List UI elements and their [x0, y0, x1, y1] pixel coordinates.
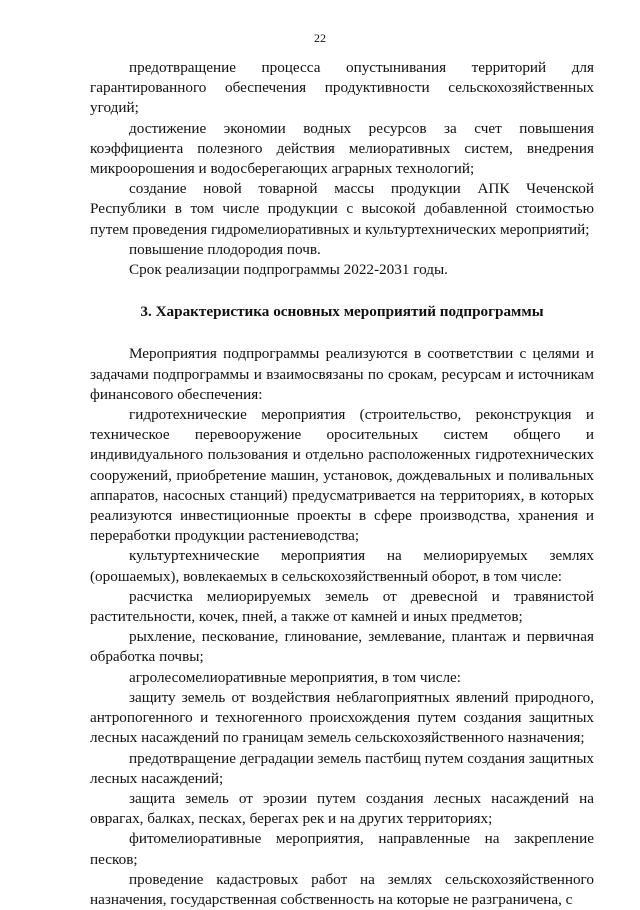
paragraph: предотвращение деградации земель пастбищ путем создания защитных лесных насаждений;: [90, 749, 594, 787]
paragraph: фитомелиоративные мероприятия, направленные на закрепление песков;: [90, 830, 594, 868]
paragraph: расчистка мелиорируемых земель от древесной и травянистой растительности, кочек, пней, а также от камней и иных предметов;: [90, 587, 594, 626]
paragraph: защиту земель от воздействия неблагоприятных явлений природного, антропогенного и техногенного происхождения путем создания защитных лесных насаждений по границам земель сельскохозяйственного назначения;: [90, 688, 594, 747]
paragraph: предотвращение процесса опустынивания территорий для гарантированного обеспечения продуктивности сельскохозяйственных угодий;: [90, 59, 594, 117]
paragraph: агролесомелиоративные мероприятия, в том числе:: [129, 668, 461, 686]
paragraph: культуртехнические мероприятия на мелиорируемых землях (орошаемых), вовлекаемых в сельскохозяйственный оборот, в том числе:: [90, 547, 594, 585]
paragraph: проведение кадастровых работ на землях сельскохозяйственного назначения, государственная собственность на которые не разграничена, с: [90, 870, 594, 908]
paragraph: защита земель от эрозии путем создания лесных насаждений на оврагах, балках, песках, берегах рек и на других территориях;: [90, 789, 594, 828]
paragraph: рыхление, пескование, глинование, землевание, плантаж и первичная обработка почвы;: [90, 628, 594, 666]
paragraph: гидротехнические мероприятия (строительство, реконструкция и техническое перевооружение оросительных систем общего и индивидуального пользования и отдельно расположенных гидротехнических сооружений, приобретение машин, установок, дождевальных и поливальных аппаратов, насосных станций) предусматривается на территориях, в которых реализуются инвестиционные проекты в сфере производства, хранения и переработки продукции растениеводства;: [90, 406, 594, 545]
document-body: [90, 58, 594, 910]
page-number: 22: [314, 31, 326, 45]
paragraph: Срок реализации подпрограммы 2022-2031 годы.: [129, 261, 448, 279]
paragraph: повышение плодородия почв.: [129, 240, 321, 258]
section-heading: 3. Характеристика основных мероприятий подпрограммы: [140, 303, 544, 321]
paragraph: достижение экономии водных ресурсов за счет повышения коэффициента полезного действия мелиоративных систем, внедрения микроорошения и водосберегающих аграрных технологий;: [90, 119, 594, 178]
paragraph: Мероприятия подпрограммы реализуются в соответствии с целями и задачами подпрограммы и взаимосвязаны по срокам, ресурсам и источникам финансового обеспечения:: [90, 345, 594, 403]
paragraph: создание новой товарной массы продукции АПК Чеченской Республики в том числе продукции с высокой добавленной стоимостью путем проведения гидромелиоративных и культуртехнических мероприятий;: [90, 180, 594, 238]
